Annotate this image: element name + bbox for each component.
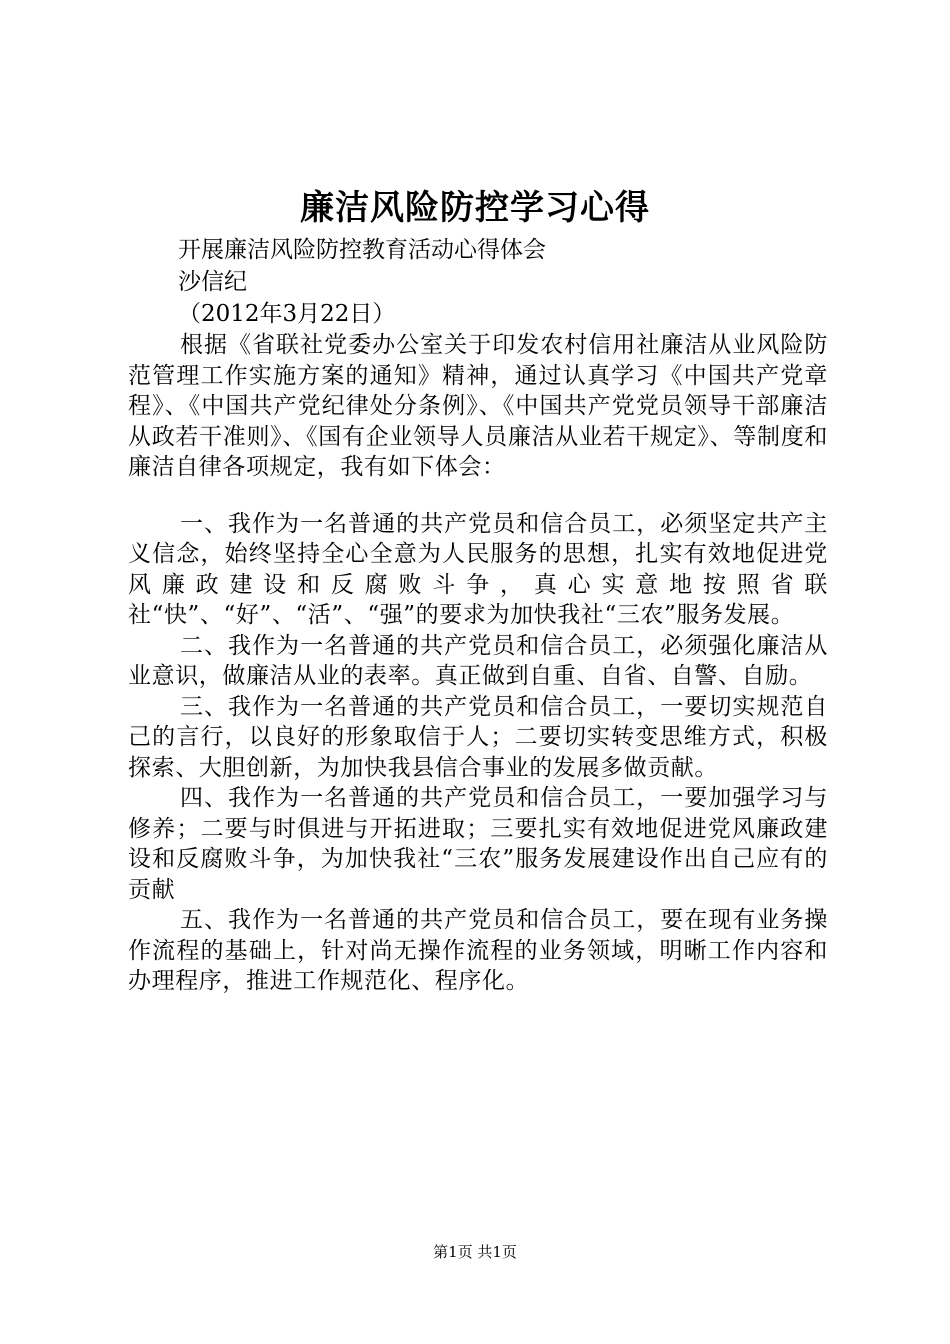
paragraph-intro: 根据《省联社党委办公室关于印发农村信用社廉洁从业风险防范管理工作实施方案的通知》精神，通过认真学习《中国共产党章程》、《中国共产党纪律处分条例》、《中国共产党党员领导干部廉洁从政若干准则》、《国有企业领导人员廉洁从业若干规定》、等制度和廉洁自律各项规定，我有如下体会： xyxy=(128,332,828,480)
paragraph-point-5: 五、我作为一名普通的共产党员和信合员工，要在现有业务操作流程的基础上，针对尚无操作流程的业务领域，明晰工作内容和办理程序，推进工作规范化、程序化。 xyxy=(128,907,828,994)
paragraph-point-1: 一、我作为一名普通的共产党员和信合员工，必须坚定共产主义信念，始终坚持全心全意为人民服务的思想，扎实有效地促进党风廉政建设和反腐败斗争，真心实意地按照省联社“快”、“好”、“活”、“强”的要求为加快我社“三农”服务发展。 xyxy=(128,510,828,628)
document-date: （2012年3月22日） xyxy=(178,301,396,327)
document-author: 沙信纪 xyxy=(178,269,247,295)
paragraph-point-3: 三、我作为一名普通的共产党员和信合员工，一要切实规范自己的言行，以良好的形象取信于人；二要切实转变思维方式，积极探索、大胆创新，为加快我县信合事业的发展多做贡献。 xyxy=(128,693,828,781)
document-title: 廉洁风险防控学习心得 xyxy=(300,188,650,228)
document-subtitle: 开展廉洁风险防控教育活动心得体会 xyxy=(178,237,546,263)
document-body xyxy=(128,234,828,997)
paragraph-point-4: 四、我作为一名普通的共产党员和信合员工，一要加强学习与修养；二要与时俱进与开拓进取；三要扎实有效地促进党风廉政建设和反腐败斗争，为加快我社“三农”服务发展建设作出自己应有的贡献 xyxy=(128,785,828,903)
page-number-footer: 第1页 共1页 xyxy=(433,1243,517,1261)
paragraph-point-2: 二、我作为一名普通的共产党员和信合员工，必须强化廉洁从业意识，做廉洁从业的表率。真正做到自重、自省、自警、自励。 xyxy=(128,632,828,689)
